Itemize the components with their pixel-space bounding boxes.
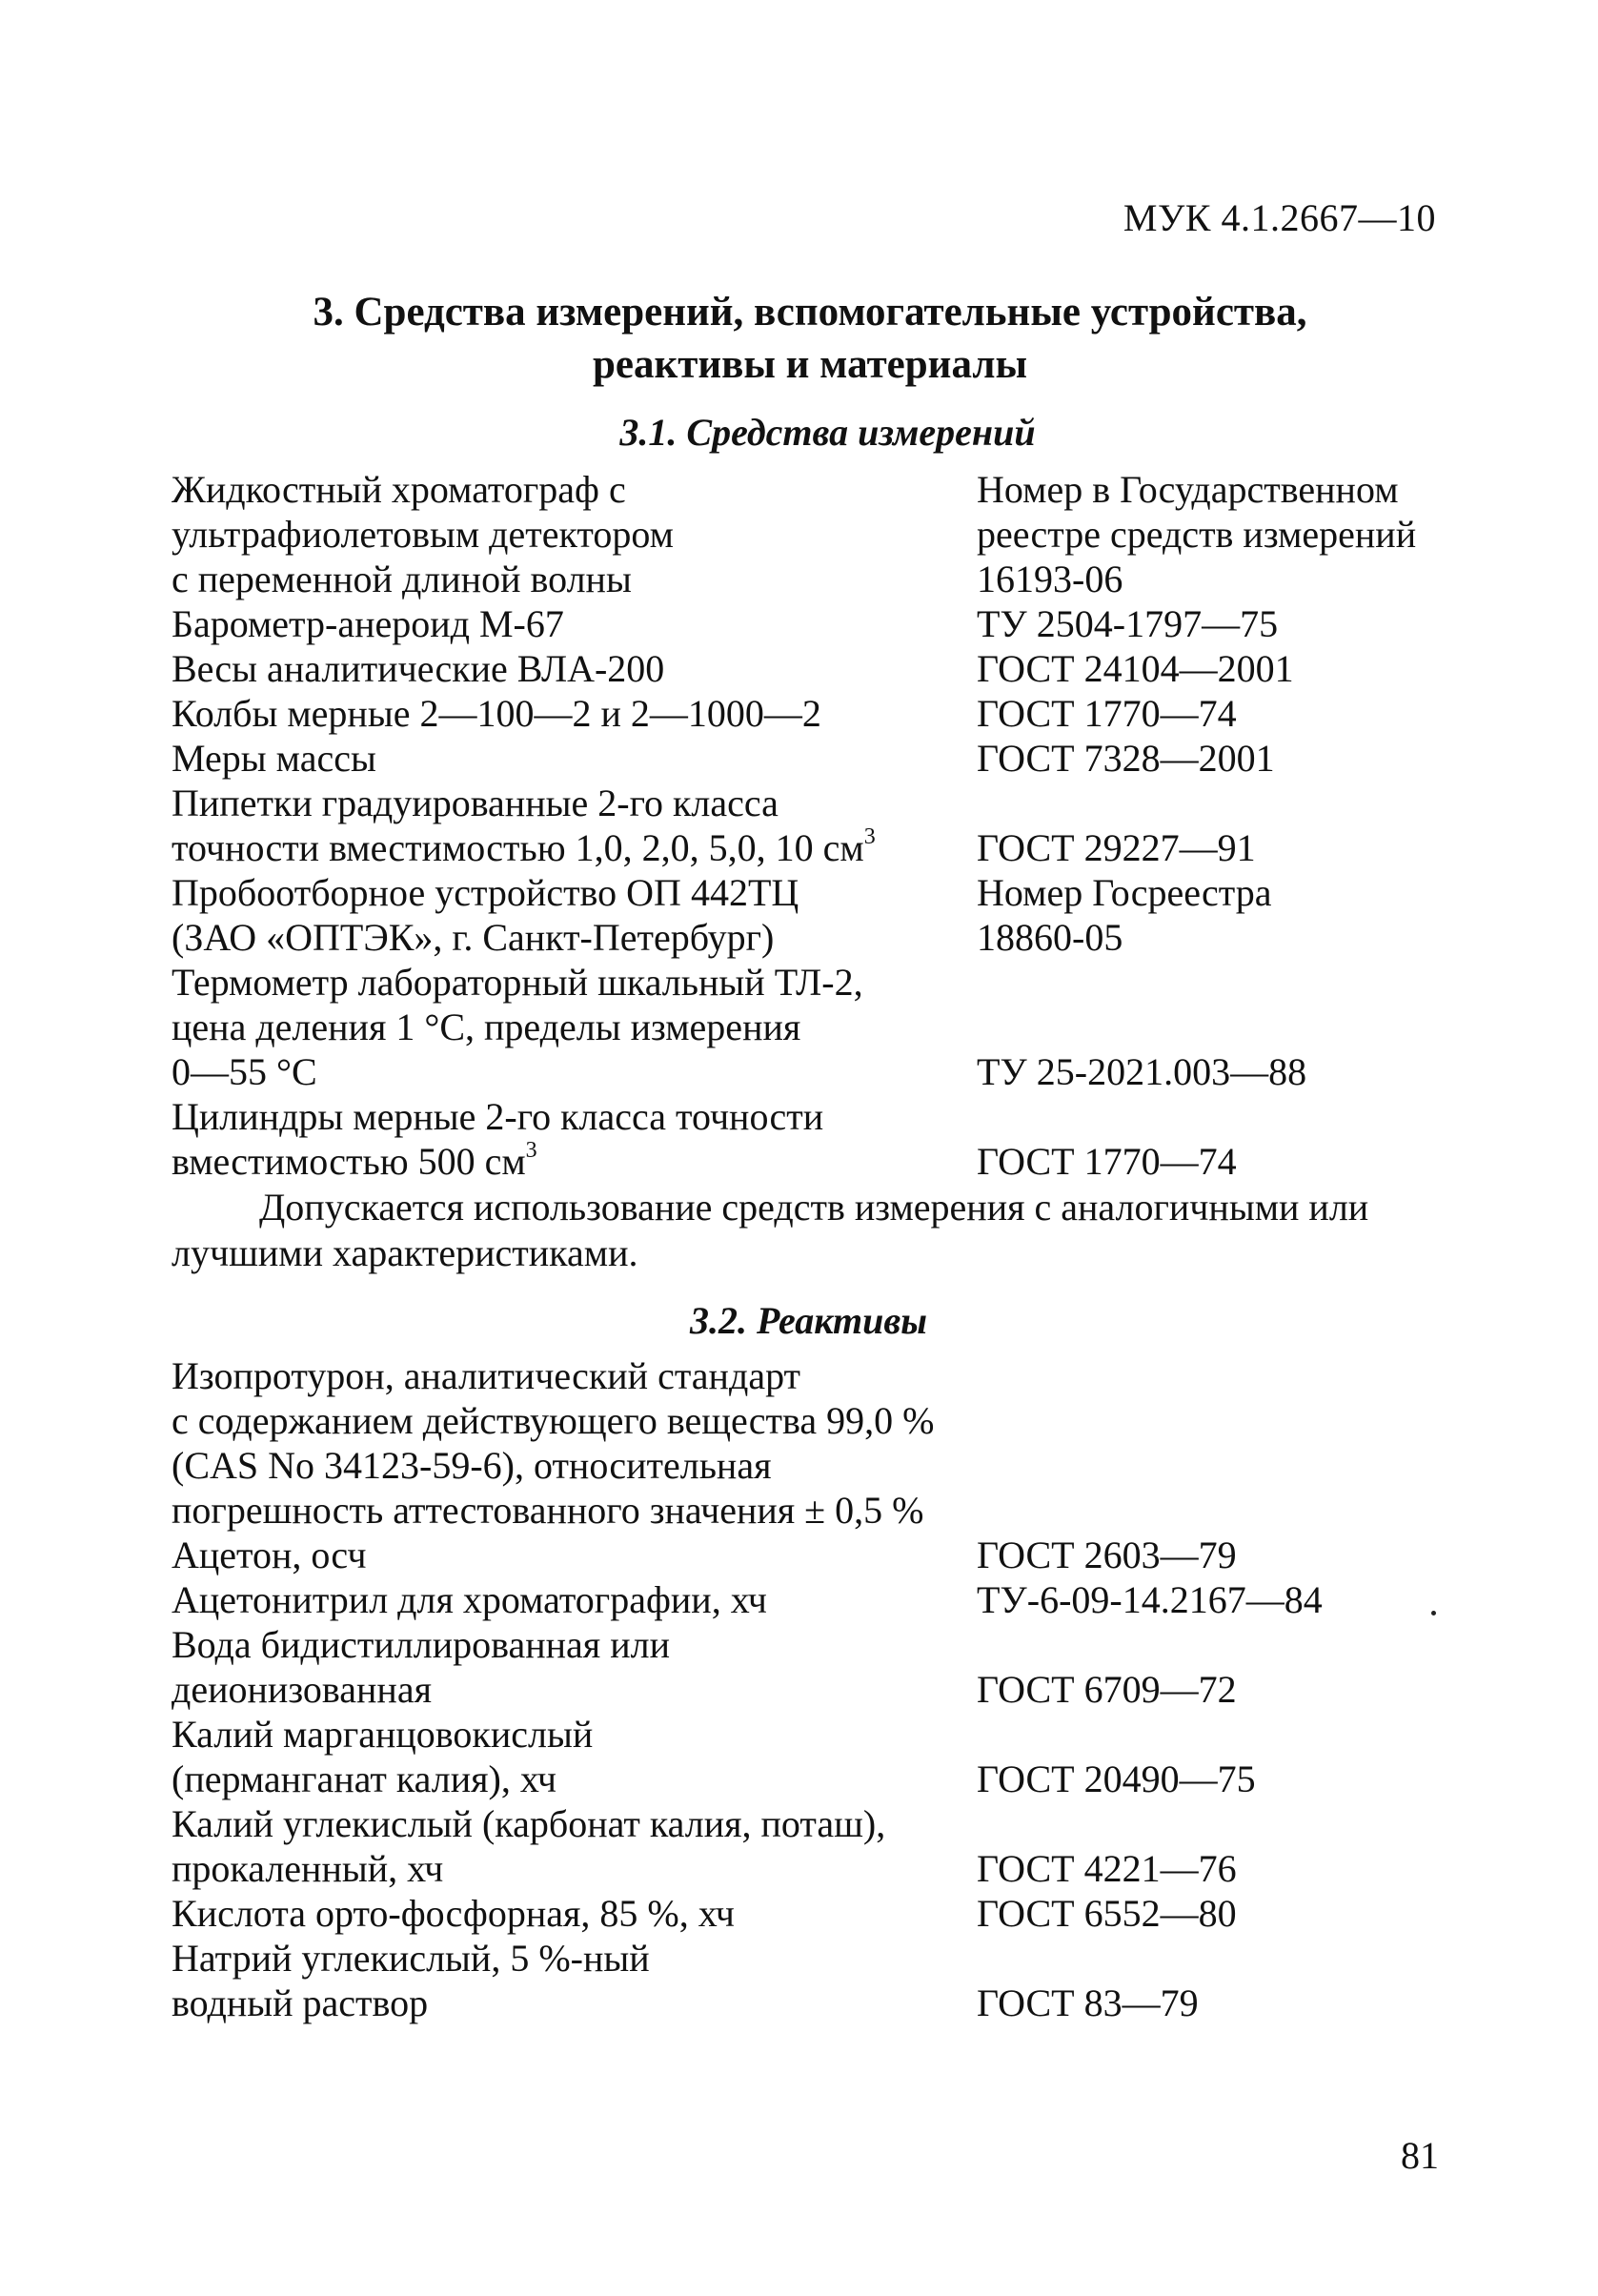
item-standard-reference: ГОСТ 6552—80	[977, 1892, 1237, 1935]
print-speck	[1431, 1611, 1436, 1615]
list-item	[172, 1622, 1506, 1667]
item-description	[172, 960, 977, 1005]
item-description	[172, 1533, 977, 1577]
item-description-text: с содержанием действующего вещества 99,0 %	[172, 1399, 935, 1442]
item-standard-reference: ГОСТ 20490—75	[977, 1758, 1256, 1800]
section-title-line-2: реактивы и материалы	[592, 342, 1028, 387]
item-description	[172, 1398, 977, 1443]
reagents-list	[172, 1353, 1506, 2025]
item-description	[172, 870, 977, 915]
item-description	[172, 467, 977, 512]
item-standard-reference: ГОСТ 2603—79	[977, 1534, 1237, 1576]
item-description	[172, 1891, 977, 1936]
item-standard-reference	[977, 1488, 1506, 1533]
item-description	[172, 1353, 977, 1398]
list-item	[172, 1981, 1506, 2025]
item-description-text: Изопротурон, аналитический стандарт	[172, 1354, 801, 1397]
item-description-text: деионизованная	[172, 1668, 432, 1711]
item-standard-reference	[977, 960, 1506, 1005]
list-item	[172, 1353, 1506, 1398]
page-number: 81	[1401, 2134, 1439, 2177]
list-item	[172, 691, 1506, 736]
item-standard-reference: ГОСТ 29227—91	[977, 826, 1256, 869]
item-description-text: (CAS No 34123-59-6), относительная	[172, 1444, 772, 1487]
item-description	[172, 601, 977, 646]
item-standard-reference	[977, 1353, 1506, 1398]
item-standard-reference: Номер в Государственном	[977, 468, 1399, 511]
document-code-header: МУК 4.1.2667—10	[1123, 196, 1436, 239]
item-description-text: погрешность аттестованного значения ± 0,5 %	[172, 1489, 924, 1532]
list-item	[172, 512, 1506, 557]
item-standard-reference: ГОСТ 24104—2001	[977, 647, 1294, 690]
list-item	[172, 1801, 1506, 1846]
item-standard-reference	[977, 1443, 1506, 1488]
item-description-text: Меры массы	[172, 737, 376, 780]
subsection-title-instruments: 3.1. Средства измерений	[619, 411, 1036, 454]
item-standard-reference	[977, 1622, 1506, 1667]
list-item	[172, 870, 1506, 915]
item-description	[172, 646, 977, 691]
section-title-line-1: 3. Средства измерений, вспомогательные устройства,	[313, 290, 1307, 335]
item-description	[172, 825, 977, 870]
item-standard-reference: реестре средств измерений	[977, 513, 1417, 556]
item-description-text: Термометр лабораторный шкальный ТЛ-2,	[172, 961, 863, 1004]
item-description	[172, 1005, 977, 1049]
item-description-text: Кислота орто-фосфорная, 85 %, хч	[172, 1892, 735, 1935]
item-standard-reference	[977, 781, 1506, 825]
item-description-text: 0—55 °С	[172, 1050, 317, 1093]
item-description-text: с переменной длиной волны	[172, 558, 632, 600]
item-description	[172, 781, 977, 825]
list-item	[172, 1712, 1506, 1757]
list-item	[172, 1667, 1506, 1712]
list-item	[172, 1094, 1506, 1139]
subsection-title-reagents: 3.2. Реактивы	[690, 1299, 927, 1342]
list-item	[172, 960, 1506, 1005]
list-item	[172, 646, 1506, 691]
item-description	[172, 691, 977, 736]
item-standard-reference: 18860-05	[977, 916, 1123, 959]
item-description	[172, 557, 977, 601]
item-description-text: прокаленный, хч	[172, 1847, 444, 1890]
item-description	[172, 1757, 977, 1801]
list-item	[172, 1846, 1506, 1891]
item-standard-reference	[977, 1005, 1506, 1049]
item-description	[172, 1139, 977, 1184]
item-description-text: Натрий углекислый, 5 %-ный	[172, 1937, 650, 1980]
list-item	[172, 915, 1506, 960]
item-standard-reference: ГОСТ 6709—72	[977, 1668, 1237, 1711]
item-standard-reference: ГОСТ 1770—74	[977, 692, 1237, 735]
item-description-text: (перманганат калия), хч	[172, 1758, 556, 1800]
item-standard-reference	[977, 1712, 1506, 1757]
item-description-text: Цилиндры мерные 2-го класса точности	[172, 1095, 824, 1138]
item-description	[172, 1577, 977, 1622]
superscript-exponent: 3	[525, 1137, 537, 1163]
item-description	[172, 1667, 977, 1712]
item-standard-reference	[977, 1801, 1506, 1846]
item-standard-reference: ГОСТ 7328—2001	[977, 737, 1275, 780]
item-standard-reference: ГОСТ 1770—74	[977, 1140, 1237, 1183]
item-standard-reference	[977, 1094, 1506, 1139]
list-item	[172, 736, 1506, 781]
item-standard-reference: ТУ 25-2021.003—88	[977, 1050, 1307, 1093]
item-standard-reference: Номер Госреестра	[977, 871, 1272, 914]
list-item	[172, 825, 1506, 870]
item-description-text: Пипетки градуированные 2-го класса	[172, 782, 779, 824]
section-title	[172, 286, 1448, 391]
item-description-text: Вода бидистиллированная или	[172, 1623, 670, 1666]
list-item	[172, 1005, 1506, 1049]
list-item	[172, 1936, 1506, 1981]
item-description-text: Калий углекислый (карбонат калия, поташ),	[172, 1802, 886, 1845]
item-description-text: Барометр-анероид М-67	[172, 602, 564, 645]
item-description-text: Весы аналитические ВЛА-200	[172, 647, 665, 690]
item-description-text: Ацетон, осч	[172, 1534, 367, 1576]
item-description	[172, 1094, 977, 1139]
list-item	[172, 1577, 1506, 1622]
list-item	[172, 1757, 1506, 1801]
list-item	[172, 1533, 1506, 1577]
item-standard-reference: 16193-06	[977, 558, 1123, 600]
item-description	[172, 915, 977, 960]
list-item	[172, 557, 1506, 601]
instruments-list	[172, 467, 1506, 1184]
item-description	[172, 1488, 977, 1533]
item-description-text: Колбы мерные 2—100—2 и 2—1000—2	[172, 692, 821, 735]
item-standard-reference: ГОСТ 4221—76	[977, 1847, 1237, 1890]
list-item	[172, 467, 1506, 512]
list-item	[172, 781, 1506, 825]
item-description-text: ультрафиолетовым детектором	[172, 513, 674, 556]
item-description-text: точности вместимостью 1,0, 2,0, 5,0, 10 см	[172, 826, 864, 869]
item-description-text: Жидкостный хроматограф с	[172, 468, 626, 511]
item-description	[172, 1712, 977, 1757]
list-item	[172, 1488, 1506, 1533]
list-item	[172, 1443, 1506, 1488]
item-description-text: Ацетонитрил для хроматографии, хч	[172, 1578, 767, 1621]
item-description	[172, 512, 977, 557]
item-description	[172, 1801, 977, 1846]
list-item	[172, 1049, 1506, 1094]
item-standard-reference	[977, 1398, 1506, 1443]
list-item	[172, 601, 1506, 646]
item-standard-reference: ГОСТ 83—79	[977, 1981, 1199, 2024]
item-description-text: Калий марганцовокислый	[172, 1713, 594, 1756]
item-description	[172, 1846, 977, 1891]
item-description	[172, 1936, 977, 1981]
item-standard-reference: ТУ-6-09-14.2167—84	[977, 1578, 1323, 1621]
item-description-text: (ЗАО «ОПТЭК», г. Санкт-Петербург)	[172, 916, 775, 959]
item-description	[172, 1443, 977, 1488]
list-item	[172, 1139, 1506, 1184]
item-description-text: вместимостью 500 см	[172, 1140, 526, 1183]
item-standard-reference	[977, 1936, 1506, 1981]
list-item	[172, 1398, 1506, 1443]
item-description	[172, 1981, 977, 2025]
list-item	[172, 1891, 1506, 1936]
item-description	[172, 736, 977, 781]
superscript-exponent: 3	[863, 823, 876, 849]
item-description-text: цена деления 1 °С, пределы измерения	[172, 1006, 801, 1048]
item-description-text: Пробоотборное устройство ОП 442ТЦ	[172, 871, 799, 914]
item-description-text: водный раствор	[172, 1981, 429, 2024]
instruments-note: Допускается использование средств измерения с аналогичными или лучшими характеристиками.	[172, 1186, 1369, 1274]
item-standard-reference: ТУ 2504-1797—75	[977, 602, 1279, 645]
item-description	[172, 1622, 977, 1667]
item-description	[172, 1049, 977, 1094]
